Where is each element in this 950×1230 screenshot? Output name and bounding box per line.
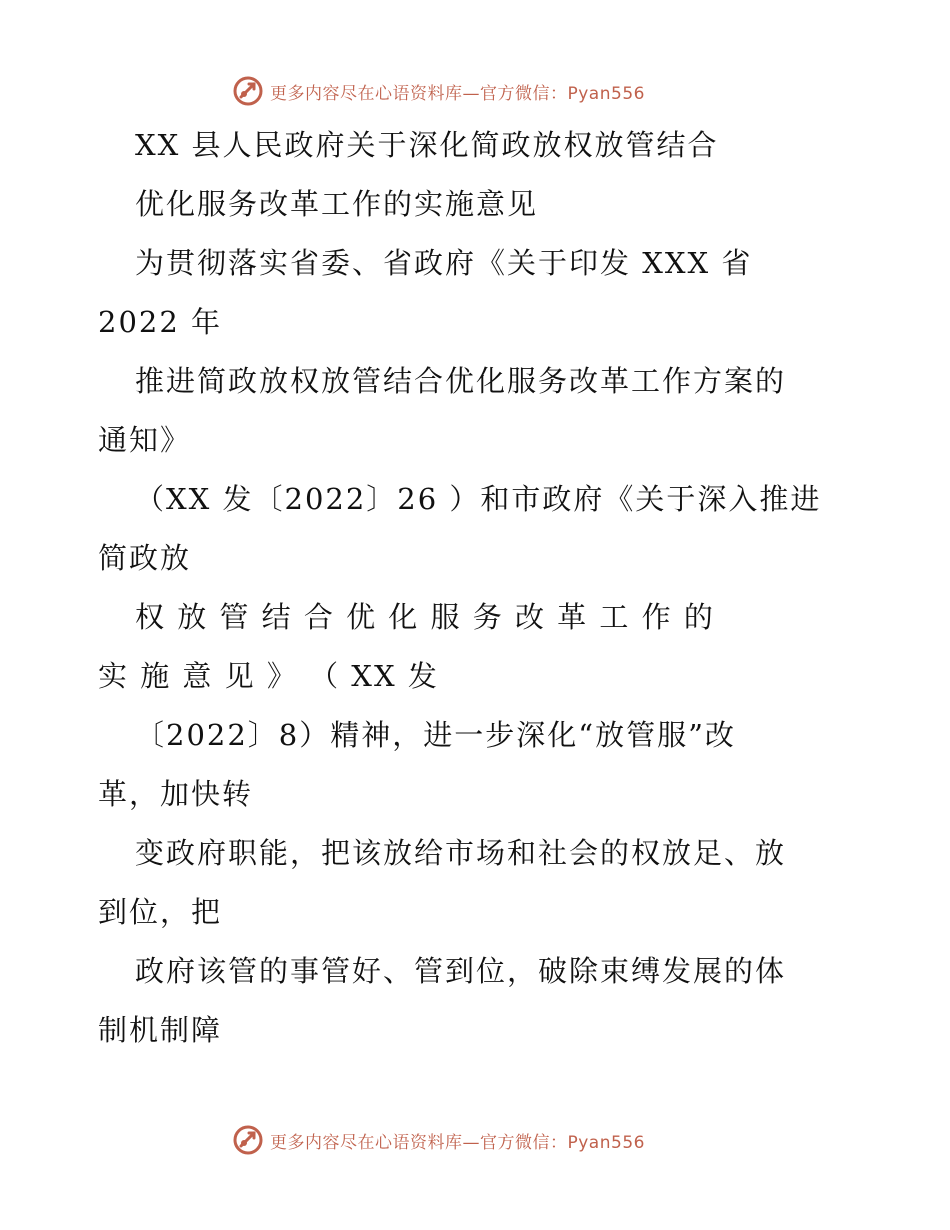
body-line: 推进简政放权放管结合优化服务改革工作方案的 — [135, 364, 787, 398]
body-line: 到位，把 — [98, 895, 223, 929]
header-watermark-banner — [232, 74, 645, 108]
body-line: 权 放 管 结 合 优 化 服 务 改 革 工 作 的 — [135, 600, 715, 634]
body-line: 为贯彻落实省委、省政府《关于印发 XXX 省 — [135, 246, 753, 280]
body-line: 通知》 — [98, 423, 192, 457]
body-line: 革，加快转 — [98, 777, 254, 811]
body-line: 政府该管的事管好、管到位，破除束缚发展的体 — [135, 954, 787, 988]
footer-watermark-text: 更多内容尽在心语资料库—官方微信：Pyan556 — [270, 1132, 645, 1153]
logo-icon — [232, 75, 264, 107]
body-line: （XX 发〔2022〕26 ）和市政府《关于深入推进 — [135, 482, 822, 516]
header-watermark-text: 更多内容尽在心语资料库—官方微信：Pyan556 — [270, 83, 645, 104]
body-line: 实 施 意 见 》 （ XX 发 — [98, 659, 439, 693]
body-line: 2022 年 — [98, 305, 223, 339]
logo-icon — [232, 1124, 264, 1156]
body-line: 变政府职能，把该放给市场和社会的权放足、放 — [135, 836, 787, 870]
footer-watermark-banner — [232, 1123, 645, 1157]
body-line: 简政放 — [98, 541, 192, 575]
body-line: 〔2022〕8）精神，进一步深化“放管服”改 — [135, 718, 736, 752]
title-line-2: 优化服务改革工作的实施意见 — [135, 187, 539, 221]
body-line: 制机制障 — [98, 1013, 223, 1047]
title-line-1: XX 县人民政府关于深化简政放权放管结合 — [135, 128, 719, 162]
